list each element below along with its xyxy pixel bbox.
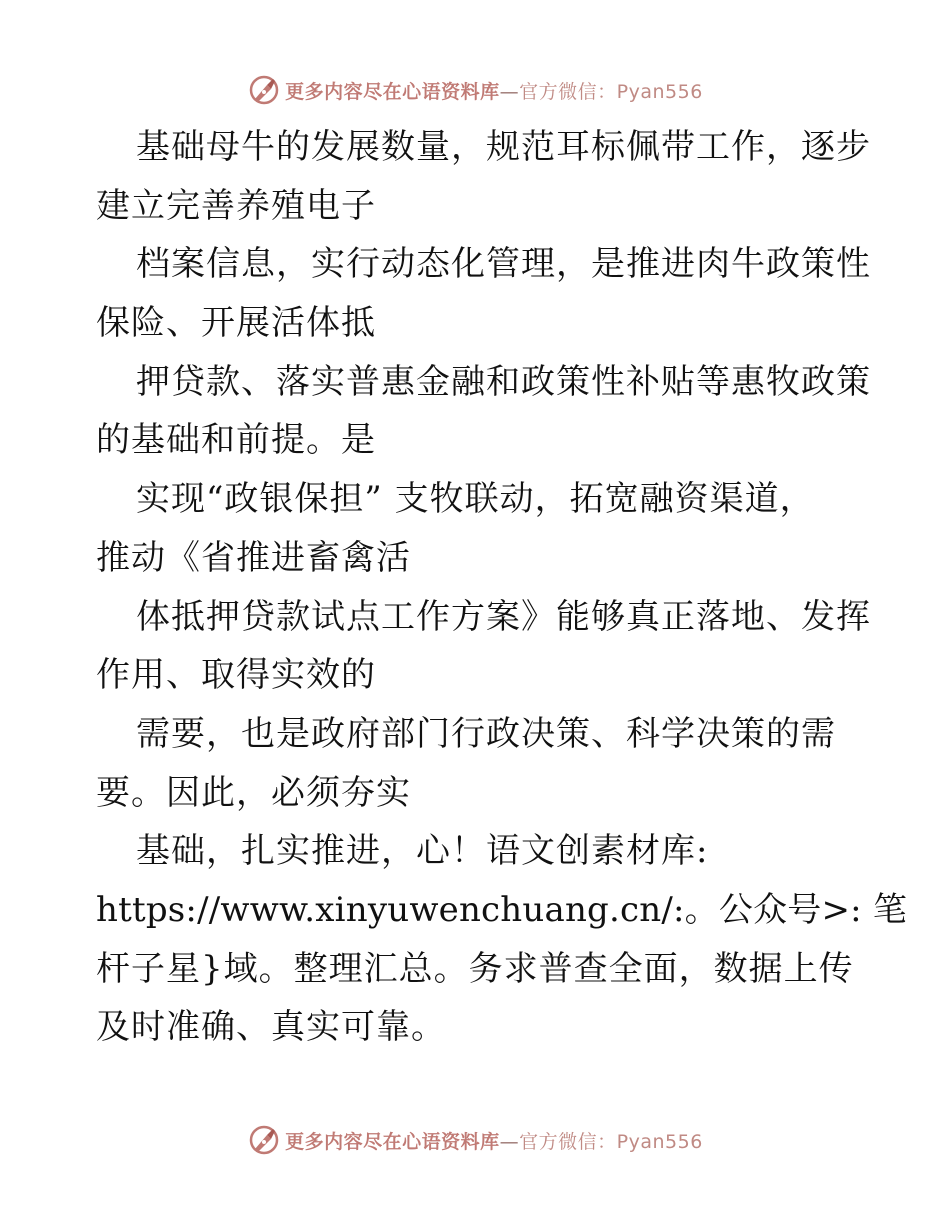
pen-nib-circle-icon xyxy=(247,73,281,107)
body-line: 杆子星}域。整理汇总。务求普查全面，数据上传 xyxy=(96,948,854,989)
pen-nib-circle-icon xyxy=(247,1123,281,1157)
body-line: 基础，扎实推进，心！语文创素材库: xyxy=(136,831,709,872)
banner-wechat-text: 官方微信：Pyan556 xyxy=(519,80,703,103)
banner-separator: — xyxy=(499,80,520,103)
body-line: 及时准确、真实可靠。 xyxy=(96,1007,446,1048)
body-line: 档案信息，实行动态化管理，是推进肉牛政策性 xyxy=(136,244,871,285)
body-line: 建立完善养殖电子 xyxy=(96,185,376,226)
document-body xyxy=(96,118,908,1057)
body-line: 需要，也是政府部门行政决策、科学决策的需 xyxy=(136,713,836,754)
body-line: 押贷款、落实普惠金融和政策性补贴等惠牧政策 xyxy=(136,361,871,402)
banner-separator: — xyxy=(499,1130,520,1153)
body-line: 作用、取得实效的 xyxy=(96,655,376,696)
body-line: 要。因此，必须夯实 xyxy=(96,772,411,813)
body-line-url: https://www.xinyuwenchuang.cn/:。公众号>: 笔 xyxy=(96,889,908,930)
banner-wechat-text: 官方微信：Pyan556 xyxy=(519,1130,703,1153)
body-line: 的基础和前提。是 xyxy=(96,420,376,461)
body-line: 保险、开展活体抵 xyxy=(96,303,376,344)
body-line: 体抵押贷款试点工作方案》能够真正落地、发挥 xyxy=(136,596,871,637)
footer-watermark-banner xyxy=(0,1120,950,1160)
body-line: 基础母牛的发展数量，规范耳标佩带工作，逐步 xyxy=(136,127,871,167)
banner-main-text: 更多内容尽在心语资料库 xyxy=(285,1130,500,1153)
header-watermark-banner xyxy=(0,70,950,110)
body-line: 推动《省推进畜禽活 xyxy=(96,537,411,578)
banner-main-text: 更多内容尽在心语资料库 xyxy=(285,80,500,103)
body-line: 实现“政银保担” 支牧联动，拓宽融资渠道， xyxy=(136,479,815,520)
